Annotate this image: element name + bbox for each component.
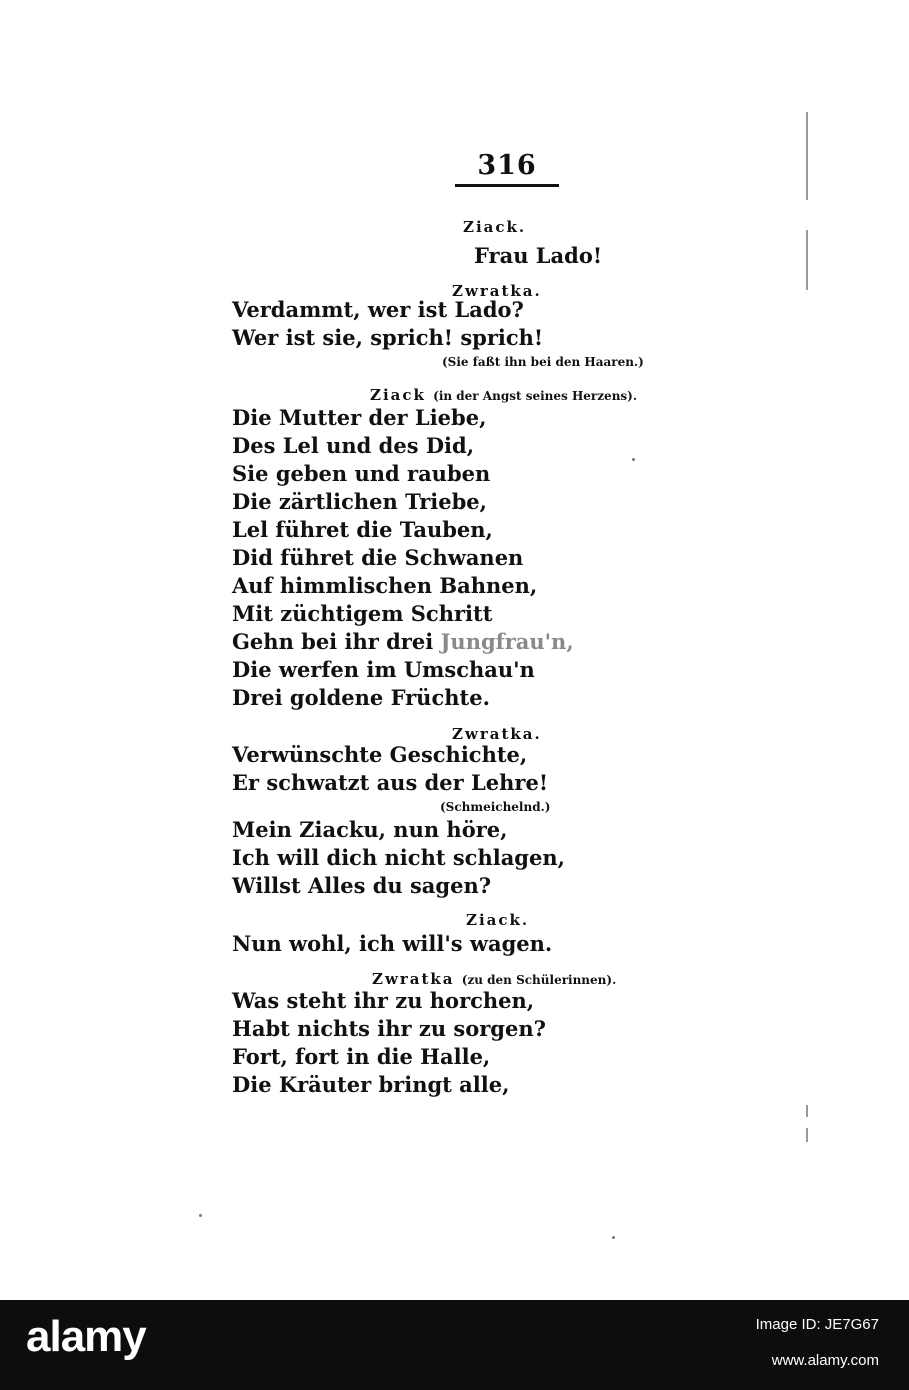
verse-line: Die werfen im Umschau'n — [232, 657, 535, 682]
stock-url: www.alamy.com — [771, 1352, 879, 1369]
speaker-heading — [463, 218, 526, 236]
verse-line: Wer ist sie, sprich! sprich! — [232, 325, 544, 350]
speaker-heading — [466, 911, 529, 929]
scan-edge-line — [806, 112, 808, 200]
speaker-name: Ziack. — [463, 218, 527, 236]
verse-line: Die Mutter der Liebe, — [232, 405, 487, 430]
verse-line: Die zärtlichen Triebe, — [232, 489, 487, 514]
verse-line — [232, 629, 574, 654]
speaker-name: Ziack. — [466, 911, 530, 929]
speaker-heading — [372, 970, 616, 988]
scan-speck — [612, 1236, 615, 1239]
stock-logo: alamy — [26, 1312, 146, 1361]
verse-line: Was steht ihr zu horchen, — [232, 988, 535, 1013]
verse-line: Ich will dich nicht schlagen, — [232, 845, 565, 870]
verse-line: Frau Lado! — [474, 243, 603, 268]
speaker-name: Ziack — [370, 386, 426, 404]
verse-line: Did führet die Schwanen — [232, 545, 524, 570]
verse-line: Er schwatzt aus der Lehre! — [232, 770, 549, 795]
verse-line: Die Kräuter bringt alle, — [232, 1072, 510, 1097]
verse-text: Gehn bei ihr drei — [232, 629, 441, 654]
speaker-direction: (zu den Schülerinnen). — [461, 973, 617, 987]
speaker-heading — [452, 725, 542, 743]
verse-line: Drei goldene Früchte. — [232, 685, 490, 710]
verse-line: Des Lel und des Did, — [232, 433, 475, 458]
scan-edge-line — [806, 230, 808, 290]
verse-line: Fort, fort in die Halle, — [232, 1044, 491, 1069]
verse-line: Verdammt, wer ist Lado? — [232, 297, 524, 322]
speaker-name: Zwratka. — [452, 725, 542, 743]
page-number: 316 — [477, 150, 537, 181]
speaker-name: Zwratka — [372, 970, 455, 988]
image-id-label: Image ID: JE7G67 — [755, 1316, 879, 1333]
verse-line: Willst Alles du sagen? — [232, 873, 492, 898]
stage-direction: (Sie faßt ihn bei den Haaren.) — [442, 355, 644, 369]
verse-line: Mit züchtigem Schritt — [232, 601, 493, 626]
stage-direction: (Schmeichelnd.) — [440, 800, 551, 814]
scan-speck — [632, 458, 635, 461]
verse-line: Verwünschte Geschichte, — [232, 742, 528, 767]
scan-edge-line — [806, 1128, 808, 1142]
header-rule — [455, 184, 559, 187]
verse-line: Nun wohl, ich will's wagen. — [232, 931, 553, 956]
speaker-direction: (in der Angst seines Herzens). — [433, 389, 638, 403]
verse-line: Sie geben und rauben — [232, 461, 491, 486]
verse-line: Habt nichts ihr zu sorgen? — [232, 1016, 546, 1041]
speaker-heading — [370, 386, 637, 404]
verse-line: Auf himmlischen Bahnen, — [232, 573, 538, 598]
verse-line: Lel führet die Tauben, — [232, 517, 493, 542]
speaker-name: Zwratka. — [452, 282, 542, 300]
verse-line: Mein Ziacku, nun höre, — [232, 817, 508, 842]
scan-edge-line — [806, 1105, 808, 1117]
faded-word: Jungfrau'n, — [440, 629, 574, 654]
scan-speck — [199, 1214, 202, 1217]
